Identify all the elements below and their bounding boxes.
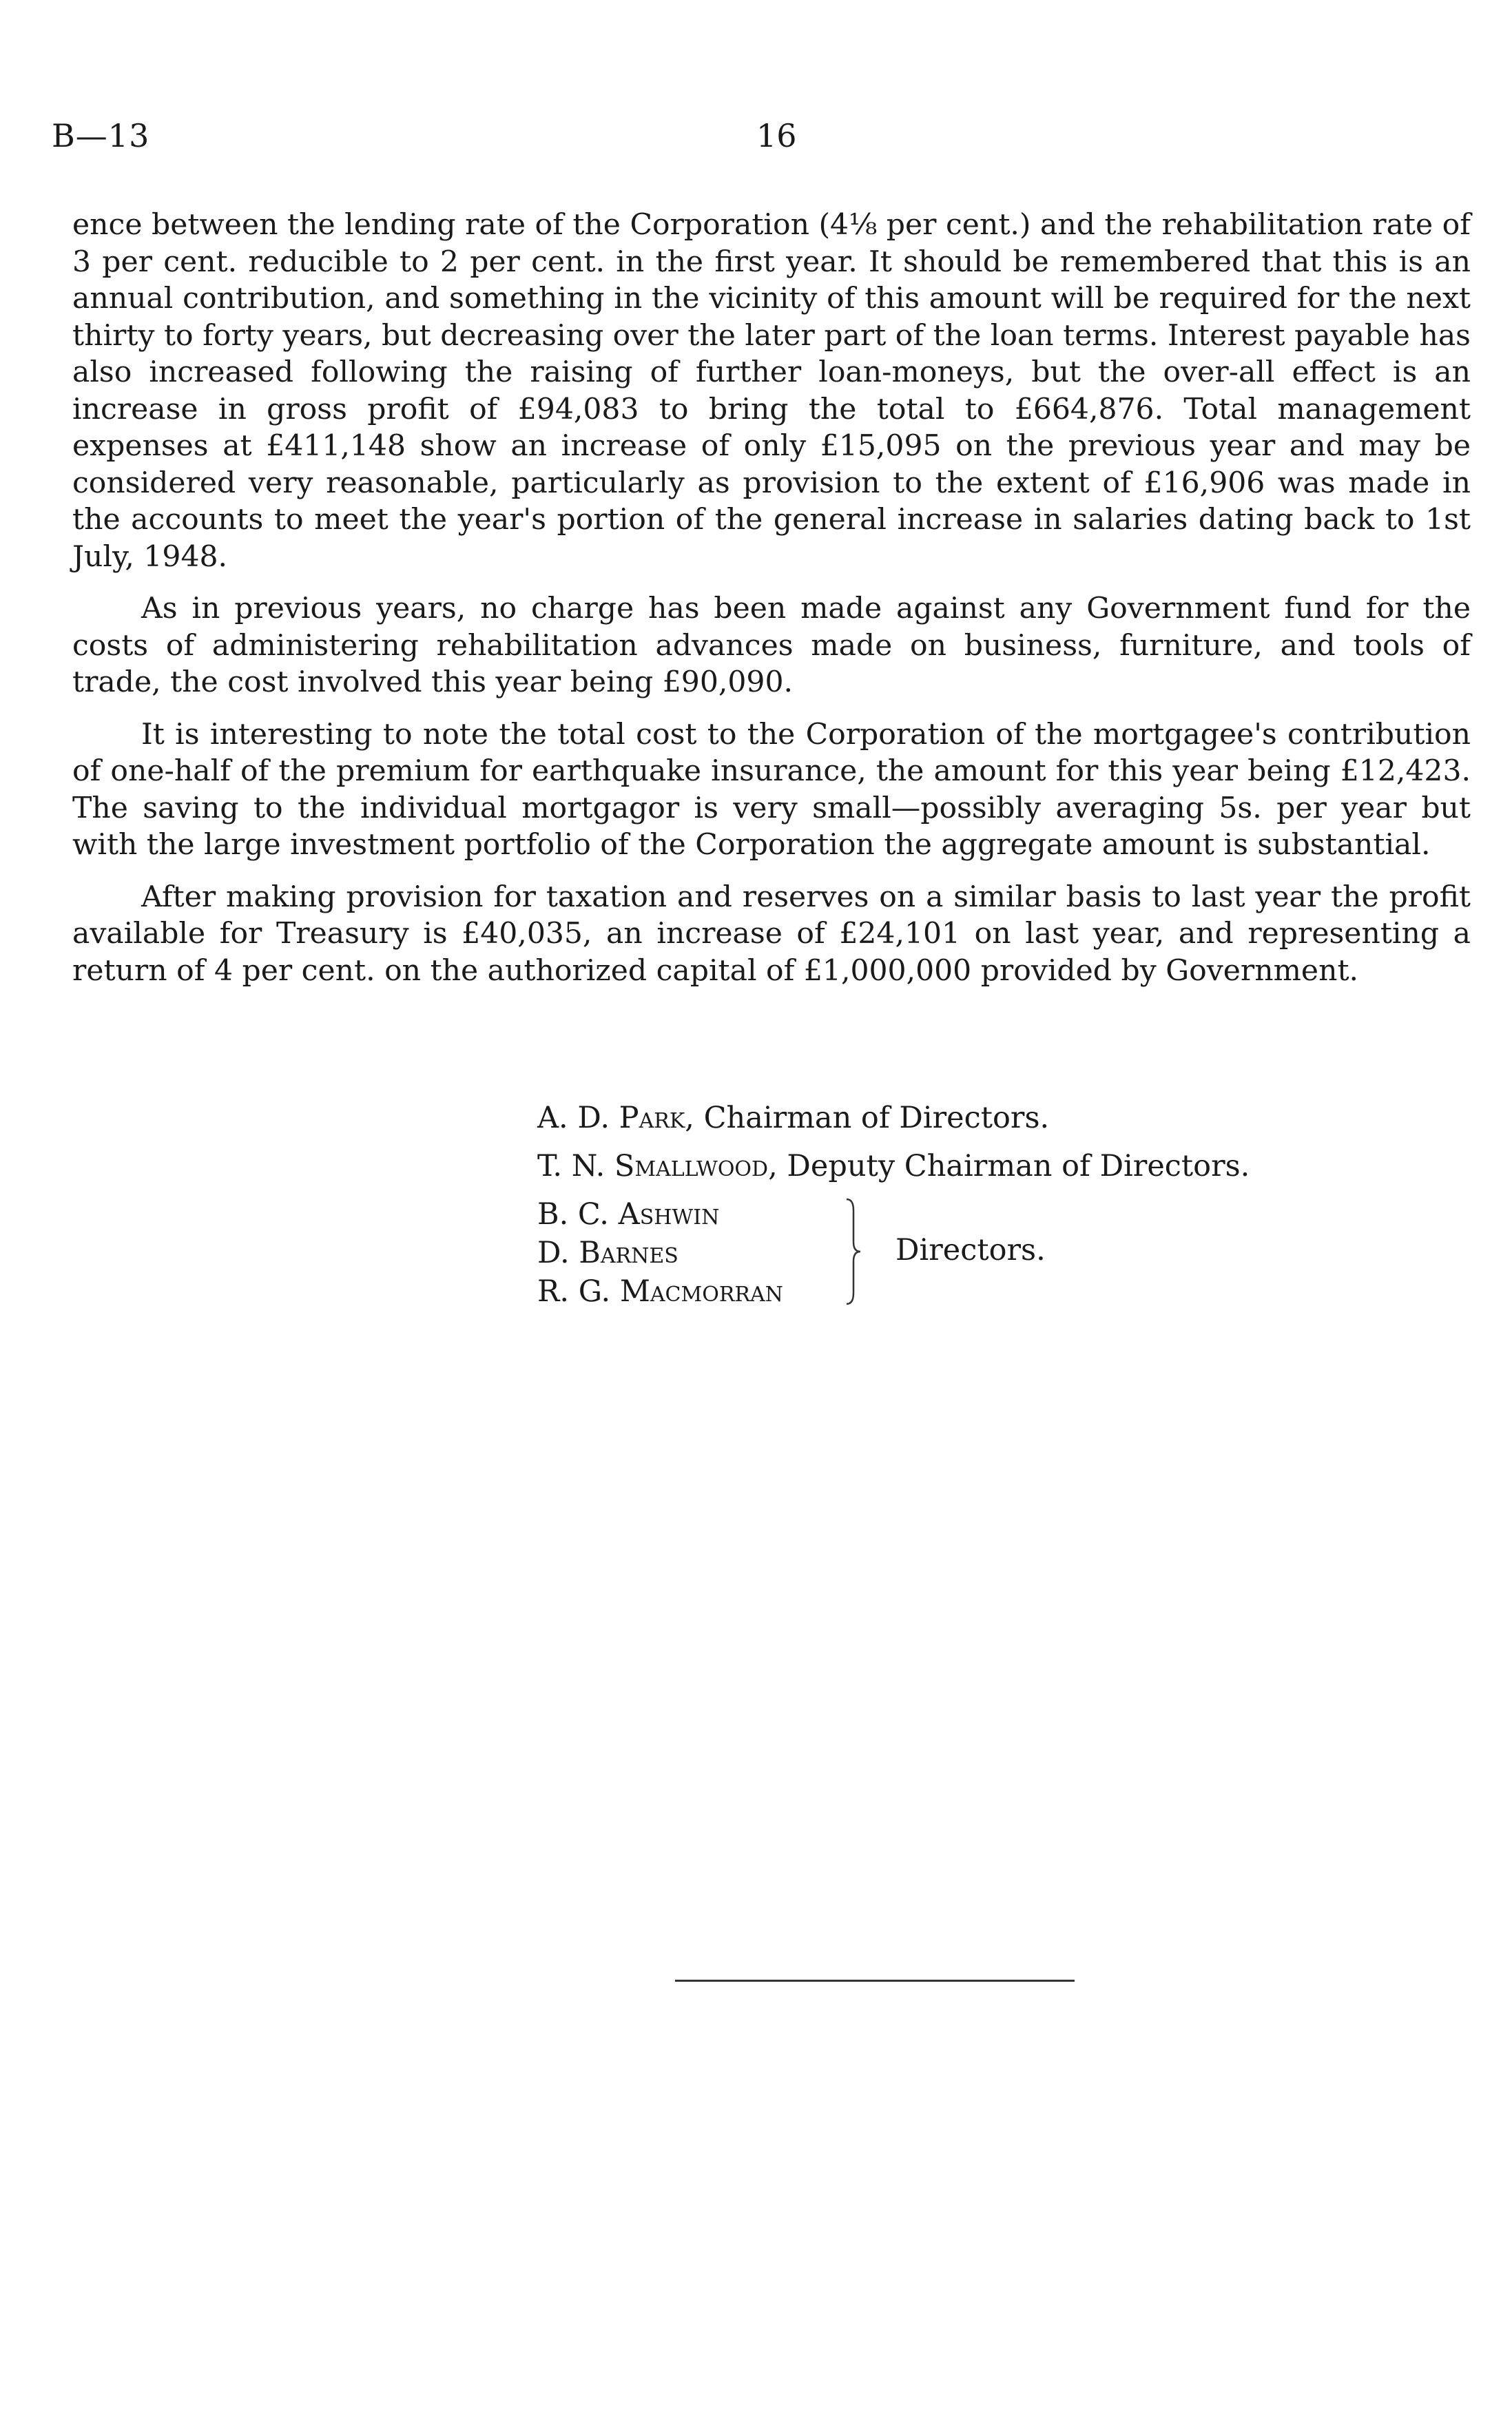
- paragraph-1: ence between the lending rate of the Corporation (4⅛ per cent.) and the rehabilitation rate of 3 per cent. reducible to 2 per cent. in the first year. It should be remembered that this is an annual contribution, and something in the vicinity of this amount will be required for the next thirty to forty years, but decreasing over the later part of the loan terms. Interest payable has also increased following the raising of further loan-moneys, but the over-all effect is an increase in gross profit of £94,083 to bring the total to £664,876. Total management expenses at £411,148 show an increase of only £15,095 on the previous year and may be considered very reasonable, particularly as provision to the extent of £16,906 was made in the accounts to meet the year's portion of the general increase in salaries dating back to 1st July, 1948.: [72, 208, 1471, 574]
- directors-label: Directors.: [895, 1233, 1046, 1267]
- report-body: [72, 207, 1471, 1004]
- director-name: B. C. Ashwin: [537, 1197, 720, 1232]
- deputy-chairman-name: T. N. Smallwood: [537, 1149, 769, 1183]
- chairman-title: , Chairman of Directors.: [685, 1101, 1050, 1135]
- paragraph-4: After making provision for taxation and reserves on a similar basis to last year the profit available for Treasury is £40,035, an increase of £24,101 on last year, and representing a return of 4 per cent. on the authorized capital of £1,000,000 provided by Government.: [72, 880, 1471, 988]
- chairman-name: A. D. Park: [537, 1101, 685, 1135]
- paragraph-2: As in previous years, no charge has been made against any Government fund for the costs of administering rehabilitation advances made on business, furniture, and tools of trade, the cost involved this year being £90,090.: [72, 592, 1471, 699]
- right-brace-icon: [844, 1196, 863, 1307]
- closing-rule: [675, 1980, 1075, 1982]
- deputy-chairman-signature: [537, 1147, 1250, 1185]
- page-number: 16: [756, 117, 797, 154]
- document-code: B—13: [52, 117, 150, 154]
- director-name: D. Barnes: [537, 1236, 679, 1270]
- deputy-chairman-title: , Deputy Chairman of Directors.: [768, 1149, 1250, 1183]
- directors-group: [537, 1195, 1250, 1311]
- chairman-signature: [537, 1099, 1250, 1137]
- director-name: R. G. Macmorran: [537, 1274, 783, 1309]
- paragraph-3: It is interesting to note the total cost to the Corporation of the mortgagee's contribution of one-half of the premium for earthquake insurance, the amount for this year being £12,423. The saving to the individual mortgagor is very small—possibly averaging 5s. per year but with the large investment portfolio of the Corporation the aggregate amount is substantial.: [72, 717, 1471, 862]
- signature-block: [537, 1099, 1250, 1311]
